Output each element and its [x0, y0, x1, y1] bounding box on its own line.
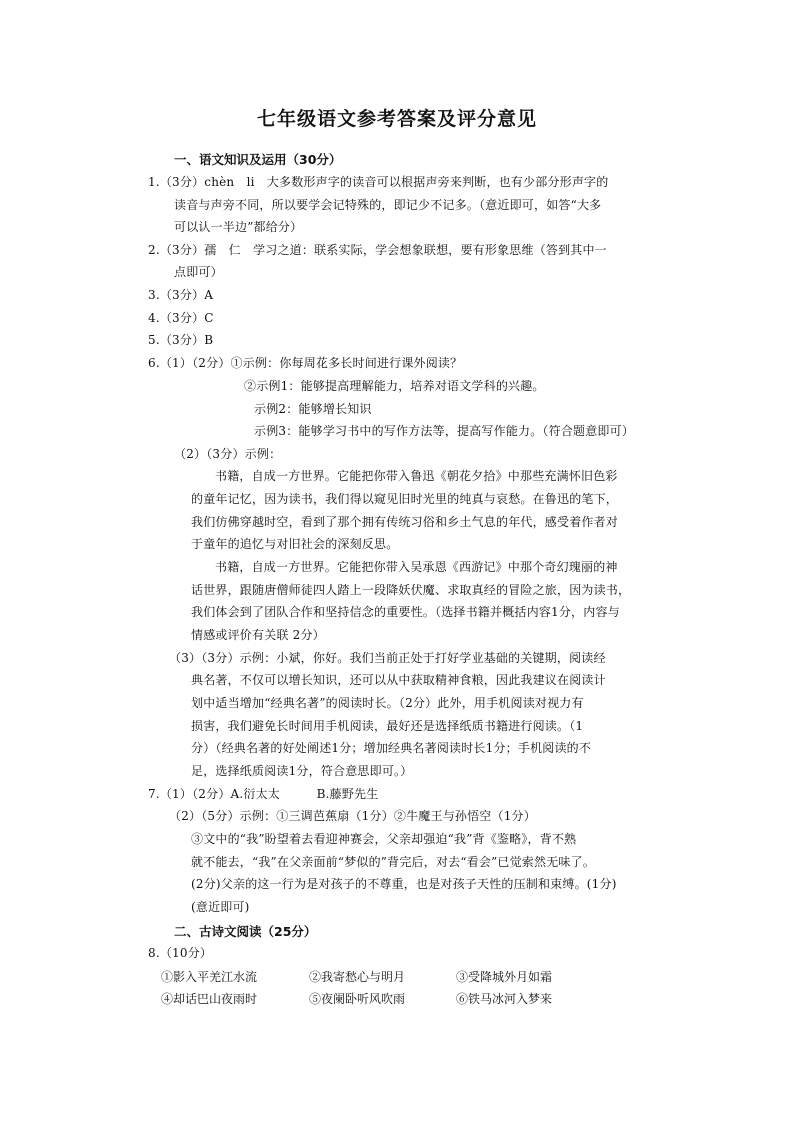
q6-3-line-4: 损害，我们避免长时间用手机阅读，最好还是选择纸质书籍进行阅读。（1 [191, 719, 584, 733]
q6-3-line-6: 足，选择纸质阅读1分，符合意思即可。） [191, 764, 413, 778]
q6-3-line-3: 划中适当增加“经典名著”的阅读时长。（2分）此外，用手机阅读对视力有 [191, 696, 584, 710]
q6-1-line-2: ②示例1：能够提高理解能力，培养对语文学科的兴趣。 [244, 379, 545, 393]
q6-2-line-3: 的童年记忆，因为读书，我们得以窥见旧时光里的纯真与哀愁。在鲁迅的笔下， [191, 492, 619, 506]
q8-answer-6: ⑥铁马冰河入梦来 [456, 992, 553, 1006]
q5-answer: 5.（3分）B [148, 333, 214, 347]
q6-2-line-2: 书籍，自成一方世界。它能把你带入鲁迅《朝花夕拾》中那些充满怀旧色彩 [215, 469, 618, 483]
section-2-heading: 二、古诗文阅读（25分） [174, 924, 317, 939]
q6-2-line-5: 于童年的追忆与对旧社会的深刻反思。 [191, 537, 399, 551]
q6-3-line-1: （3）（3分）示例：小斌，你好。我们当前正处于打好学业基础的关键期，阅读经 [169, 651, 606, 665]
q1-line-1: 1.（3分）chèn li 大多数形声字的读音可以根据声旁来判断，也有少部分形声字的 [148, 175, 609, 189]
q8-answer-3: ③受降城外月如霜 [456, 970, 553, 984]
q6-1-line-4: 示例3：能够学习书中的写作方法等，提高写作能力。（符合题意即可） [254, 424, 635, 438]
q7-2-line-4: (2分)父亲的这一行为是对孩子的不尊重，也是对孩子天性的压制和束缚。(1分) [191, 877, 617, 891]
q8-answer-2: ②我寄愁心与明月 [309, 970, 406, 984]
q7-1-line: 7.（1）（2分）A.衍太太 B.藤野先生 [148, 787, 379, 801]
q7-2-line-1: （2）（5分）示例：①三调芭蕉扇（1分）②牛魔王与孙悟空（1分） [169, 809, 536, 823]
q6-2-line-8: 我们体会到了团队合作和坚持信念的重要性。（选择书籍并概括内容1分，内容与 [191, 605, 620, 619]
q6-2-line-9: 情感或评价有关联 2分） [191, 628, 325, 642]
q6-3-line-2: 典名著，不仅可以增长知识，还可以从中获取精神食粮，因此我建议在阅读计 [191, 673, 606, 687]
q8-heading: 8.（10分） [148, 946, 213, 960]
q6-3-line-5: 分）（经典名著的好处阐述1分；增加经典名著阅读时长1分；手机阅读的不 [191, 741, 592, 755]
section-1-heading: 一、语文知识及运用（30分） [174, 152, 342, 167]
q6-2-line-4: 我们仿佛穿越时空，看到了那个拥有传统习俗和乡土气息的年代，感受着作者对 [191, 515, 619, 529]
q2-line-1: 2.（3分）孺 仁 学习之道：联系实际，学会想象联想，要有形象思维（答到其中一 [148, 243, 607, 257]
q1-line-2: 读音与声旁不同，所以要学会记特殊的，即记少不记多。（意近即可，如答“大多 [174, 198, 602, 212]
q6-2-line-6: 书籍，自成一方世界。它能把你带入吴承恩《西游记》中那个奇幻瑰丽的神 [215, 560, 618, 574]
q1-line-3: 可以认一半边”都给分） [174, 220, 303, 234]
q7-2-line-3: 就不能去，“我”在父亲面前“梦似的”背完后，对去“看会”已觉索然无味了。 [191, 855, 596, 869]
q6-1-line-1: 6.（1）（2分）①示例：你每周花多长时间进行课外阅读？ [148, 356, 463, 370]
q6-2-line-7: 话世界，跟随唐僧师徒四人踏上一段降妖伏魔、求取真经的冒险之旅，因为读书， [191, 583, 631, 597]
q6-1-line-3: 示例2：能够增长知识 [254, 402, 372, 416]
q3-answer: 3.（3分）A [148, 288, 214, 302]
q8-answer-1: ①影入平羌江水流 [161, 970, 258, 984]
q8-answer-4: ④却话巴山夜雨时 [161, 992, 258, 1006]
q2-line-2: 点即可） [174, 265, 223, 279]
q7-2-line-5: (意近即可) [191, 900, 250, 914]
q4-answer: 4.（3分）C [148, 311, 214, 325]
document-title: 七年级语文参考答案及评分意见 [256, 108, 537, 130]
q6-2-line-1: （2）（3分）示例： [174, 447, 282, 461]
q7-2-line-2: ③文中的“我”盼望着去看迎神赛会，父亲却强迫“我”背《鉴略》，背不熟 [191, 832, 577, 846]
q8-answer-5: ⑤夜阑卧听风吹雨 [309, 992, 406, 1006]
